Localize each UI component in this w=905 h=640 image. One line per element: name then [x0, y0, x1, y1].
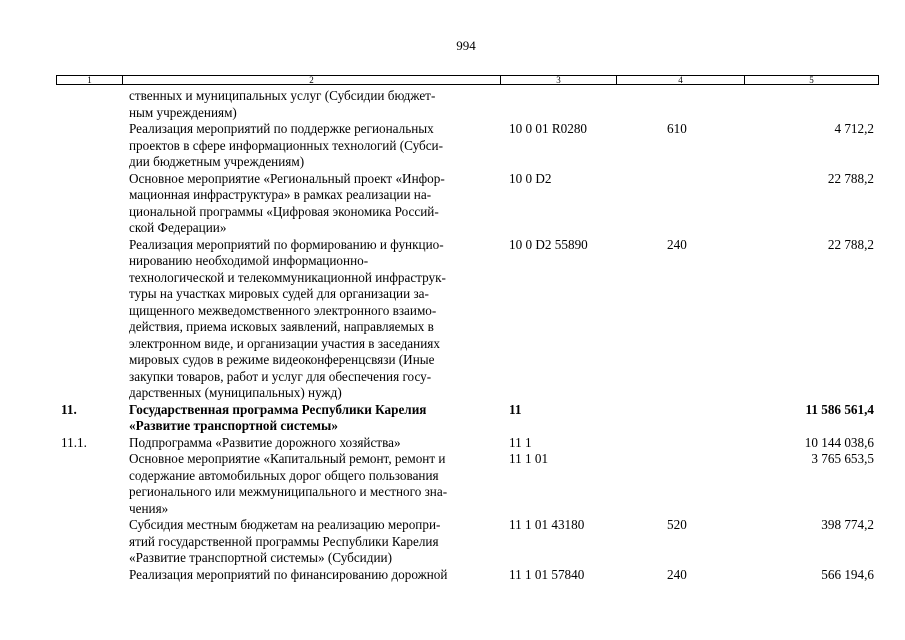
row-expense-type: 520 — [667, 517, 687, 532]
row-amount: 22 788,2 — [827, 170, 874, 186]
table-row — [0, 435, 905, 452]
row-amount: 4 712,2 — [834, 121, 874, 136]
row-code: 10 0 01 R0280 — [509, 121, 588, 136]
row-description: Государственная программа Республики Карелия «Развитие транспортной системы» — [129, 401, 427, 433]
table-header-row — [56, 75, 879, 85]
row-description: Реализация мероприятий по поддержке региональных проектов в сфере информационных технологий (Субси- дии бюджетным учреждениям) — [129, 121, 444, 169]
row-expense-type: 610 — [667, 121, 687, 136]
row-number: 11.1. — [61, 434, 87, 450]
table-row — [0, 567, 905, 584]
row-description: Основное мероприятие «Региональный проект «Инфор- мационная инфраструктура» в рамках реализации на- циональной программы «Цифровая экономика Россий- ской Федерации» — [129, 170, 445, 235]
row-expense-type: 240 — [667, 566, 687, 582]
row-description: Основное мероприятие «Капитальный ремонт, ремонт и содержание автомобильных дорог общего пользования регионального или межмуниципального и местного зна- чения» — [129, 451, 448, 516]
row-description: ственных и муниципальных услуг (Субсидии бюджет- ным учреждениям) — [129, 88, 436, 120]
table-row — [0, 451, 905, 517]
row-amount: 22 788,2 — [827, 236, 874, 252]
row-expense-type: 240 — [667, 236, 687, 252]
row-amount: 10 144 038,6 — [804, 434, 874, 450]
header-cell-1: 1 — [57, 76, 123, 84]
row-code: 11 1 — [509, 434, 532, 450]
row-amount: 11 586 561,4 — [805, 401, 874, 417]
row-amount: 398 774,2 — [821, 517, 874, 532]
row-description: Подпрограмма «Развитие дорожного хозяйства» — [129, 434, 401, 450]
row-code: 10 0 D2 — [509, 170, 552, 186]
row-description: Реализация мероприятий по финансированию дорожной — [129, 566, 448, 582]
row-amount: 3 765 653,5 — [811, 451, 874, 466]
header-cell-5: 5 — [809, 75, 814, 85]
table-row — [0, 121, 905, 171]
table-row — [0, 517, 905, 567]
row-amount: 566 194,6 — [821, 566, 874, 582]
page-number: 994 — [456, 38, 476, 53]
table-row — [0, 402, 905, 435]
header-cell-4: 4 — [617, 76, 745, 84]
row-number: 11. — [61, 401, 77, 417]
row-description: Субсидия местным бюджетам на реализацию меропри- ятий государственной программы Республики Карелия «Развитие транспортной системы» (Субсидии) — [129, 517, 441, 565]
header-cell-3: 3 — [501, 76, 617, 84]
table-body — [0, 88, 905, 583]
row-description: Реализация мероприятий по формированию и функцио- нированию необходимой информационно- технологической и телекоммуникационной инфраструк- туры на участках мировых судей для организации за- щищенного межведомственного электронного взаимо- действия, приема исковых заявлений, направляемых в электронном виде, и организации участия в заседаниях мировых судов в режиме видеоконференцсвязи (Иные закупки товаров, работ и услуг для обеспечения госу- дарственных (муниципальных) нужд) — [129, 236, 446, 400]
row-code: 10 0 D2 55890 — [509, 236, 588, 252]
row-code: 11 1 01 43180 — [509, 517, 585, 532]
table-row — [0, 237, 905, 402]
row-code: 11 1 01 57840 — [509, 566, 585, 582]
table-row — [0, 171, 905, 237]
header-cell-2: 2 — [123, 76, 501, 84]
row-code: 11 — [509, 401, 522, 417]
table-row — [0, 88, 905, 121]
row-code: 11 1 01 — [509, 451, 549, 466]
